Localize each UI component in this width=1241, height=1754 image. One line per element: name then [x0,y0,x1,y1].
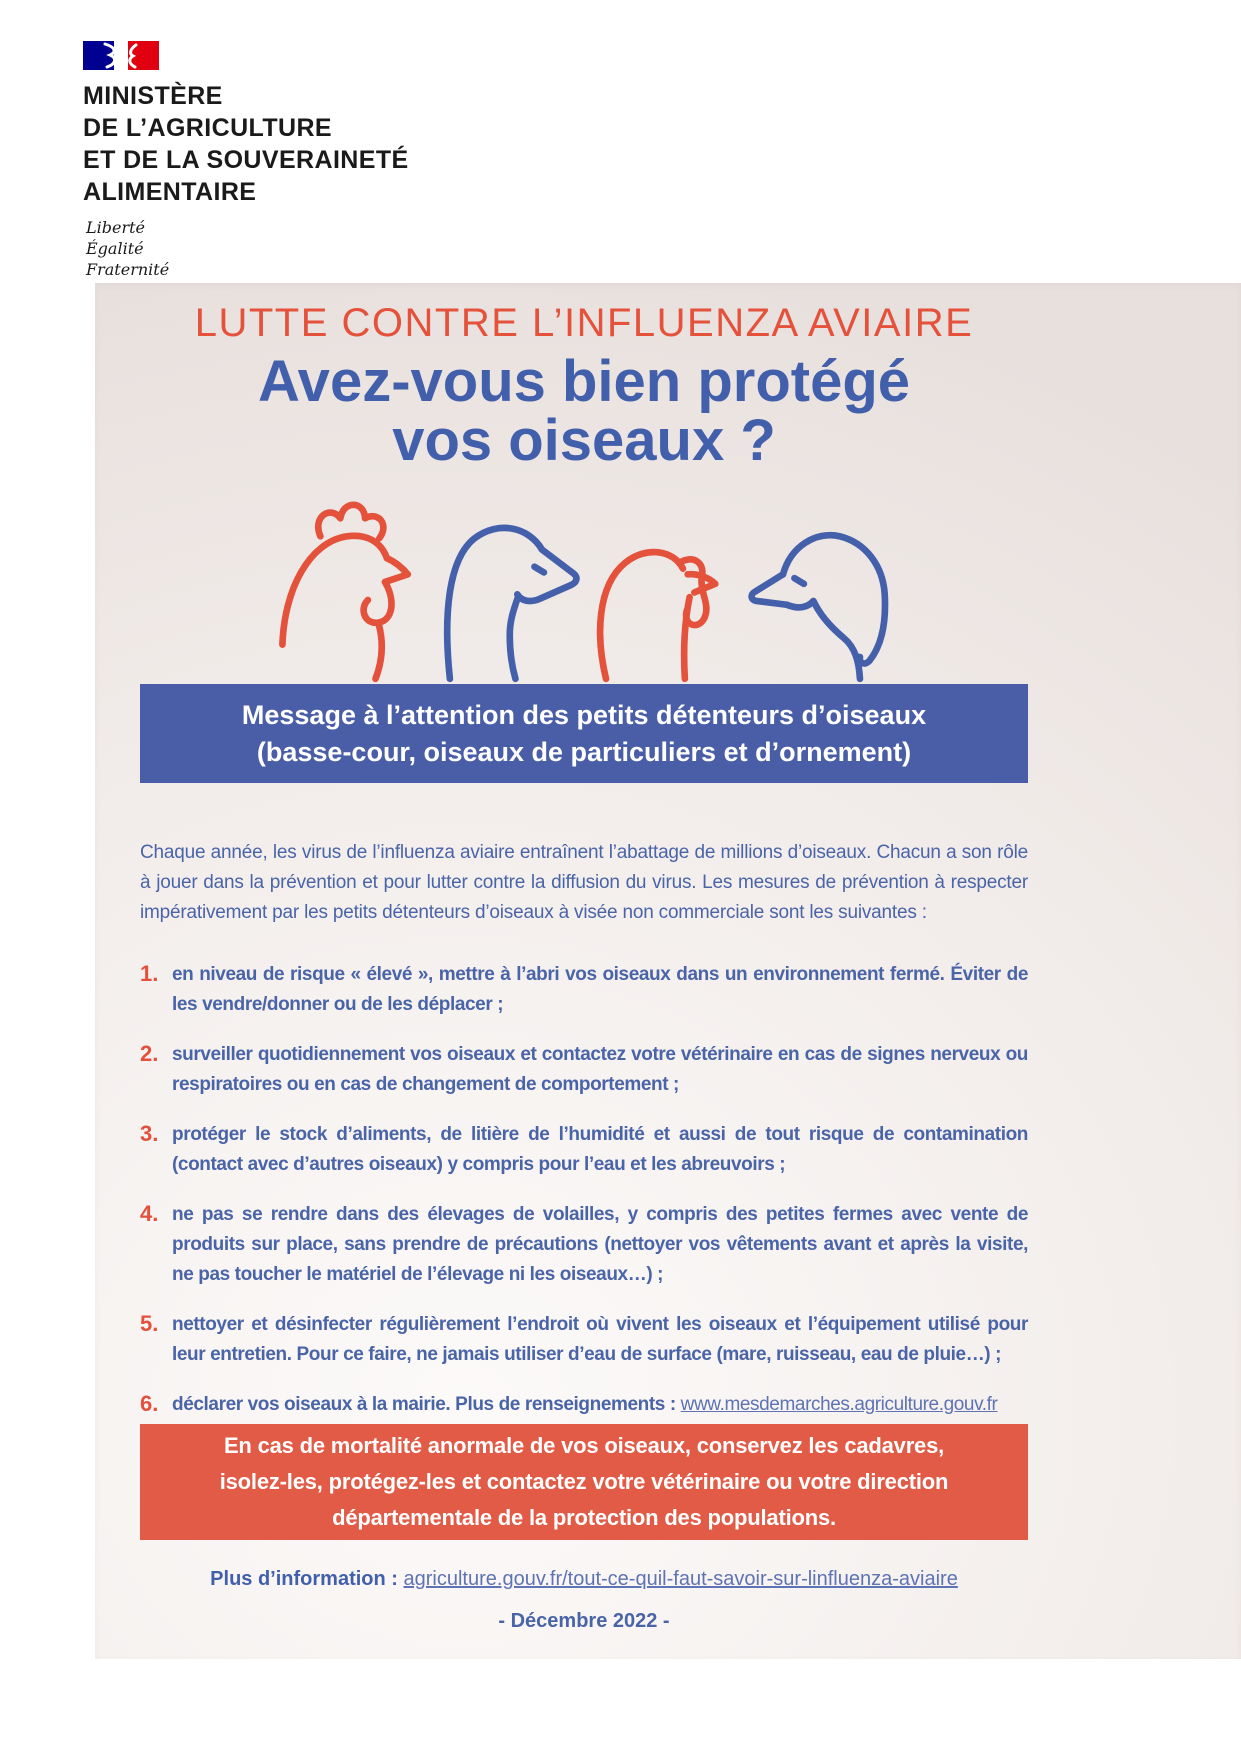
measure-number: 6. [140,1391,159,1416]
measure-number: 4. [140,1201,159,1226]
alert-banner-line3: départementale de la protection des populations. [332,1505,836,1530]
measure-text: en niveau de risque « élevé », mettre à l’abri vos oiseaux dans un environnement fermé. Éviter de les vendre/donner ou de les déplacer ; [172,964,1028,1015]
measure-number: 3. [140,1121,159,1146]
motto-line: Fraternité [86,260,170,279]
turkey-icon [587,478,739,684]
main-title [140,349,1028,473]
measure-number: 5. [140,1311,159,1336]
measure-item-3 [140,1120,1028,1180]
campaign-kicker: LUTTE CONTRE L’INFLUENZA AVIAIRE [194,301,974,345]
measure-text: nettoyer et désinfecter régulièrement l’endroit où vivent les oiseaux et l’équipement utilisé pour leur entretien. Pour ce faire, ne jamais utiliser d’eau de surface (mare, ruisseau, eau de pluie…) ; [172,1314,1028,1365]
gov-header [83,40,409,280]
measure-text: surveiller quotidiennement vos oiseaux et contactez votre vétérinaire en cas de signes nerveux ou respiratoires ou en cas de changement de comportement ; [172,1044,1028,1095]
audience-banner-line2: (basse-cour, oiseaux de particuliers et d’ornement) [256,736,912,767]
measure-number: 2. [140,1041,159,1066]
ministry-line: ET DE LA SOUVERAINETÉ [83,146,409,174]
french-flag-marianne-icon [83,40,163,72]
more-info [140,1568,1028,1591]
date-line: - Décembre 2022 - [498,1610,670,1632]
republic-motto [86,217,409,280]
audience-banner-line1: Message à l’attention des petits détenteurs d’oiseaux [241,699,927,730]
main-title-line2: vos oiseaux ? [392,408,776,473]
measure-item-6 [140,1390,1028,1420]
birds-illustration [140,478,1028,684]
mesdemarches-link[interactable]: www.mesdemarches.agriculture.gouv.fr [680,1394,998,1415]
info-link[interactable]: agriculture.gouv.fr/tout-ce-quil-faut-savoir-sur-linfluenza-aviaire [403,1568,958,1590]
alert-banner-line2: isolez-les, protégez-les et contactez votre vétérinaire ou votre direction [219,1469,949,1494]
goose-icon [429,478,581,684]
alert-banner-line1: En cas de mortalité anormale de vos oiseaux, conservez les cadavres, [223,1433,945,1458]
measures-list [140,960,1028,1440]
measure-item-5 [140,1310,1028,1370]
motto-line: Liberté [86,218,145,237]
measure-text: déclarer vos oiseaux à la mairie. Plus de renseignements : [172,1394,681,1415]
motto-line: Égalité [86,239,144,258]
ministry-name [83,80,409,208]
measure-item-1 [140,960,1028,1020]
duck-icon [745,478,897,684]
main-title-line1: Avez-vous bien protégé [257,349,911,414]
measure-number: 1. [140,961,159,986]
intro-paragraph: Chaque année, les virus de l’influenza aviaire entraînent l’abattage de millions d’oiseaux. Chacun a son rôle à jouer dans la prévention et pour lutter contre la diffusion du virus. Les mesures de prévention à respecter impérativement par les petits détenteurs d’oiseaux à visée non commerciale sont les suivantes : [140,842,1028,923]
measure-item-2 [140,1040,1028,1100]
alert-banner [140,1424,1028,1540]
hen-icon [271,478,423,684]
audience-banner [140,684,1028,783]
measure-item-4 [140,1200,1028,1290]
info-label: Plus d’information : [210,1568,404,1590]
measure-text: ne pas se rendre dans des élevages de volailles, y compris des petites fermes avec vente de produits sur place, sans prendre de précautions (nettoyer vos vêtements avant et après la visite, ne pas toucher le matériel de l’élevage ni les oiseaux…) ; [172,1204,1028,1285]
ministry-line: ALIMENTAIRE [83,178,257,206]
ministry-line: MINISTÈRE [83,82,223,110]
ministry-line: DE L’AGRICULTURE [83,114,332,142]
measure-text: protéger le stock d’aliments, de litière de l’humidité et aussi de tout risque de contamination (contact avec d’autres oiseaux) y compris pour l’eau et les abreuvoirs ; [172,1124,1028,1175]
